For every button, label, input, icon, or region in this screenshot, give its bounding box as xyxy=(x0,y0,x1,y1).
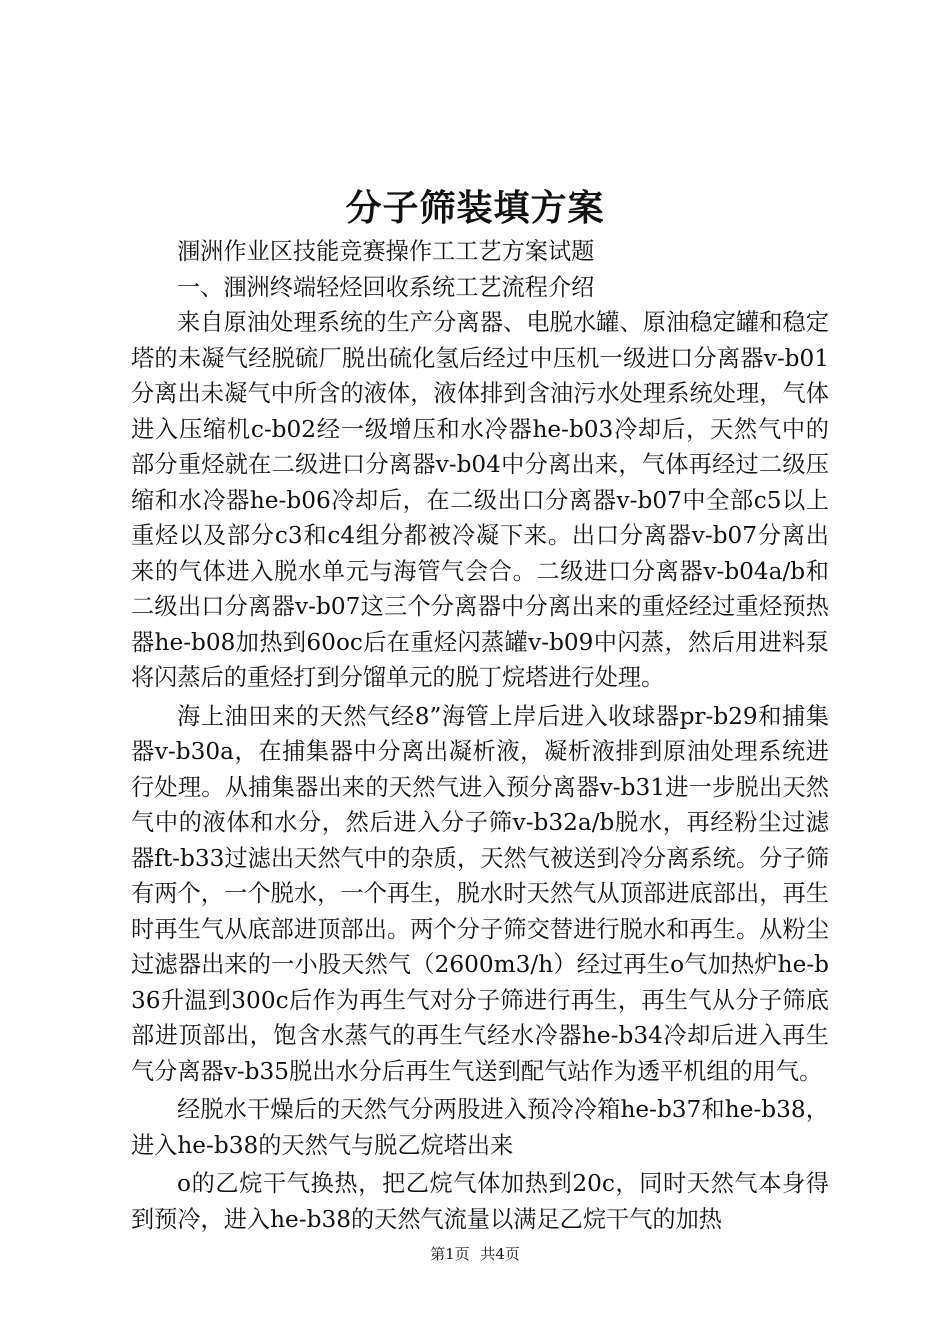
paragraph-section-heading: 一、涠洲终端轻烃回收系统工艺流程介绍 xyxy=(177,273,595,301)
paragraph-dehydration-process: 海上油田来的天然气经8”海管上岸后进入收球器pr-b29和捕集器v-b30a，在捕集器中分离出凝析液，凝析液排到原油处理系统进行处理。从捕集器出来的天然气进入预分离器v-b31进一步脱出天然气中的液体和水分，然后进入分子筛v-b32a/b脱水，再经粉尘过滤器ft-b33过滤出天然气中的杂质，天然气被送到冷分离系统。分子筛有两个，一个脱水，一个再生，脱水时天然气从顶部进底部出，再生时再生气从底部进顶部出。两个分子筛交替进行脱水和再生。从粉尘过滤器出来的一小股天然气（2600m3/h）经过再生o气加热炉he-b36升温到300c后作为再生气对分子筛进行再生，再生气从分子筛底部进顶部出，饱含水蒸气的再生气经水冷器he-b34冷却后进入再生气分离器v-b35脱出水分后再生气送到配气站作为透平机组的用气。 xyxy=(131,702,829,1085)
paragraph-compressor-process: 来自原油处理系统的生产分离器、电脱水罐、原油稳定罐和稳定塔的未凝气经脱硫厂脱出硫化氢后经过中压机一级进口分离器v-b01分离出未凝气中所含的液体，液体排到含油污水处理系统处理，气体进入压缩机c-b02经一级增压和水冷器he-b03冷却后，天然气中的部分重烃就在二级进口分离器v-b04中分离出来，气体再经过二级压缩和水冷器he-b06冷却后，在二级出口分离器v-b07中全部c5以上重烃以及部分c3和c4组分都被冷凝下来。出口分离器v-b07分离出来的气体进入脱水单元与海管气会合。二级进口分离器v-b04a/b和二级出口分离器v-b07这三个分离器中分离出来的重烃经过重烃预热器he-b08加热到60oc后在重烃闪蒸罐v-b09中闪蒸，然后用进料泵将闪蒸后的重烃打到分馏单元的脱丁烷塔进行处理。 xyxy=(131,309,829,691)
paragraph-precooling-process: 经脱水干燥后的天然气分两股进入预冷冷箱he-b37和he-b38，进入he-b38的天然气与脱乙烷塔出来 xyxy=(131,1096,829,1159)
document-body xyxy=(131,234,829,1237)
document-title: 分子筛装填方案 xyxy=(345,187,605,229)
paragraph-exam-heading: 涠洲作业区技能竞赛操作工工艺方案试题 xyxy=(177,238,595,265)
paragraph-heat-exchange: o的乙烷干气换热，把乙烷气体加热到20c，同时天然气本身得到预冷，进入he-b38的天然气流量以满足乙烷干气的加热 xyxy=(131,1170,829,1233)
page-number-footer: 第1页 共4页 xyxy=(430,1245,520,1263)
